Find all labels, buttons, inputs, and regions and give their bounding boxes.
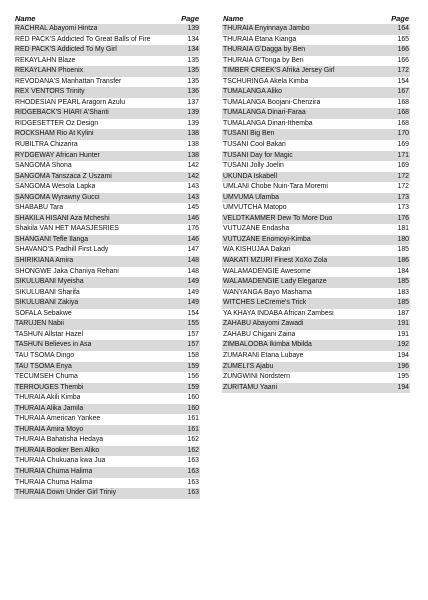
entry-page: 163 xyxy=(187,467,199,475)
index-entry xyxy=(222,193,410,204)
entry-page: 168 xyxy=(397,119,409,127)
index-entry xyxy=(14,203,200,214)
index-entry xyxy=(222,182,410,193)
entry-name: UMLANI Chobe Nuin-Tara Moremi xyxy=(223,183,328,191)
entry-name: SANGOMA Wyrawny Gucci xyxy=(15,193,100,201)
entry-page: 147 xyxy=(187,246,199,254)
entry-page: 172 xyxy=(397,183,409,191)
index-entry xyxy=(14,151,200,162)
index-entry xyxy=(14,277,200,288)
entry-page: 162 xyxy=(187,446,199,454)
index-entry xyxy=(222,35,410,46)
entry-name: THURAIA Enyinnaya Jambo xyxy=(223,25,310,32)
entry-page: 155 xyxy=(187,320,199,328)
index-column-left xyxy=(14,14,200,499)
entry-name: SIKULUBANI Sharifa xyxy=(15,288,80,296)
entry-name: ZURITAMU Yaani xyxy=(223,383,277,391)
index-entry xyxy=(14,446,200,457)
column-header xyxy=(222,14,410,24)
index-entry xyxy=(222,235,410,246)
entry-page: 191 xyxy=(397,330,409,338)
entry-name: REVODANA'S Manhattan Transfer xyxy=(15,77,122,85)
entry-page: 139 xyxy=(187,25,199,32)
entry-name: WA KISHUJAA Dakari xyxy=(223,246,291,254)
entry-page: 169 xyxy=(397,162,409,170)
entry-page: 163 xyxy=(187,478,199,486)
index-entry xyxy=(14,45,200,56)
entry-name: ZUMELI'S Ajabu xyxy=(223,362,274,370)
entry-page: 194 xyxy=(397,383,409,391)
index-entry xyxy=(14,235,200,246)
index-entry xyxy=(222,330,410,341)
entry-page: 185 xyxy=(397,299,409,307)
index-entry xyxy=(222,267,410,278)
entry-page: 135 xyxy=(187,67,199,75)
entry-name: VUTUZANE Enomoyi-Kimba xyxy=(223,235,311,243)
entry-name: TERROUGES Thembi xyxy=(15,383,84,391)
entry-name: SHABABU Tara xyxy=(15,204,64,212)
index-entry xyxy=(14,161,200,172)
entry-page: 149 xyxy=(187,278,199,286)
entry-name: UMVUMA Ulamba xyxy=(223,193,279,201)
entry-name: RYDGEWAY African Hunter xyxy=(15,151,100,159)
entry-page: 168 xyxy=(397,98,409,106)
entry-page: 145 xyxy=(187,204,199,212)
entry-name: THURAIA Chuma Halima xyxy=(15,467,93,475)
entry-page: 169 xyxy=(397,141,409,149)
index-entry xyxy=(14,488,200,499)
entry-name: TAU TSOMA Enya xyxy=(15,362,72,370)
entry-name: SANGOMA Wesola Lapka xyxy=(15,183,96,191)
entry-name: RIDGESETTER Oz Design xyxy=(15,119,99,127)
entry-page: 171 xyxy=(397,151,409,159)
entry-name: THURAIA Alika Jamila xyxy=(15,404,84,412)
header-name: Name xyxy=(15,14,36,23)
entry-name: TUSANI Big Ben xyxy=(223,130,275,138)
entry-page: 135 xyxy=(187,77,199,85)
entry-page: 163 xyxy=(187,489,199,497)
index-entry xyxy=(14,319,200,330)
index-entry xyxy=(14,467,200,478)
index-entry xyxy=(14,393,200,404)
entry-page: 195 xyxy=(397,373,409,381)
index-entry xyxy=(14,108,200,119)
entry-name: TUMALANGA Dinari-Faraa xyxy=(223,109,306,117)
entry-name: TUSANI Jolly Joelin xyxy=(223,162,284,170)
index-entry xyxy=(14,56,200,67)
entry-page: 143 xyxy=(187,183,199,191)
entry-page: 166 xyxy=(397,46,409,54)
entry-name: THURAIA G'Dagga by Ben xyxy=(223,46,306,54)
entry-page: 154 xyxy=(397,77,409,85)
entry-page: 187 xyxy=(397,309,409,317)
entry-name: SOFALA Sebakwe xyxy=(15,309,72,317)
index-entry xyxy=(222,372,410,383)
entry-name: WALAMADENGIE Awesome xyxy=(223,267,311,275)
entry-name: THURAIA Amira Moyo xyxy=(15,425,84,433)
index-entry xyxy=(222,98,410,109)
entry-name: THURAIA Akili Kimba xyxy=(15,394,81,402)
index-entry xyxy=(222,298,410,309)
entry-name: TIMBER CREEK'S Afrika Jersey Girl xyxy=(223,67,335,75)
entry-page: 183 xyxy=(397,288,409,296)
entry-name: THURAIA Down Under Girl Triniy xyxy=(15,489,117,497)
index-entry xyxy=(14,140,200,151)
entry-page: 149 xyxy=(187,299,199,307)
entry-page: 196 xyxy=(397,362,409,370)
entry-name: SANGOMA Shona xyxy=(15,162,72,170)
index-entry xyxy=(14,119,200,130)
entry-page: 143 xyxy=(187,193,199,201)
entry-page: 139 xyxy=(187,109,199,117)
entry-name: REKAYLAHN Phoenix xyxy=(15,67,84,75)
entry-page: 186 xyxy=(397,257,409,265)
entry-page: 138 xyxy=(187,130,199,138)
entry-name: TSCHURINGA Akela Kimba xyxy=(223,77,309,85)
entry-name: ZIMBALOOBA Ikimba Mbilda xyxy=(223,341,312,349)
index-entry xyxy=(14,214,200,225)
index-entry xyxy=(222,77,410,88)
index-entry xyxy=(222,56,410,67)
entry-name: REX VENTORS Trinity xyxy=(15,88,85,96)
entry-name: SHANGANI Tefle Ilanga xyxy=(15,235,89,243)
entry-page: 157 xyxy=(187,341,199,349)
entry-name: TUMALANGA Dinari-Ithemba xyxy=(223,119,313,127)
entry-page: 172 xyxy=(397,67,409,75)
index-entry xyxy=(14,87,200,98)
entry-name: TECUMSEH Chuma xyxy=(15,373,78,381)
header-page: Page xyxy=(181,14,199,23)
entry-page: 149 xyxy=(187,288,199,296)
index-entry xyxy=(14,129,200,140)
entry-name: SHAVANO'S Padhill First Lady xyxy=(15,246,109,254)
index-entry xyxy=(14,330,200,341)
index-entry xyxy=(14,425,200,436)
entry-page: 191 xyxy=(397,320,409,328)
index-entry xyxy=(14,35,200,46)
entry-page: 165 xyxy=(397,35,409,43)
entry-page: 134 xyxy=(187,35,199,43)
entry-page: 142 xyxy=(187,162,199,170)
index-entry xyxy=(14,340,200,351)
entry-page: 136 xyxy=(187,88,199,96)
entry-page: 180 xyxy=(397,235,409,243)
entry-page: 157 xyxy=(187,330,199,338)
index-entry xyxy=(222,288,410,299)
header-page: Page xyxy=(391,14,409,23)
entry-name: VELDTKAMMER Dew To More Duo xyxy=(223,214,333,222)
entry-name: RHODESIAN PEARL Aragorn Azulu xyxy=(15,98,126,106)
entry-page: 168 xyxy=(397,109,409,117)
entry-name: TARUJEN Nabii xyxy=(15,320,64,328)
index-entry xyxy=(222,66,410,77)
index-entry xyxy=(222,119,410,130)
index-entry xyxy=(14,256,200,267)
entry-page: 148 xyxy=(187,257,199,265)
index-entry xyxy=(14,172,200,183)
index-entry xyxy=(14,383,200,394)
entry-page: 161 xyxy=(187,415,199,423)
index-entry xyxy=(222,108,410,119)
entry-name: THURAIA Etana Kianga xyxy=(223,35,297,43)
entry-name: RED PACK'S Addicted To Great Balls of Fire xyxy=(15,35,151,43)
index-entry xyxy=(222,161,410,172)
index-entry xyxy=(222,151,410,162)
entry-page: 159 xyxy=(187,362,199,370)
header-name: Name xyxy=(223,14,244,23)
index-entry xyxy=(14,298,200,309)
entry-name: THURAIA Chuma Halima xyxy=(15,478,93,486)
index-entry xyxy=(222,309,410,320)
index-entry xyxy=(222,87,410,98)
index-entry xyxy=(14,414,200,425)
entry-page: 138 xyxy=(187,141,199,149)
index-entry xyxy=(14,77,200,88)
index-entry xyxy=(222,383,410,394)
entry-page: 146 xyxy=(187,235,199,243)
entry-page: 185 xyxy=(397,278,409,286)
entry-name: THURAIA American Yankee xyxy=(15,415,101,423)
index-entry xyxy=(14,267,200,278)
index-entry xyxy=(222,45,410,56)
entry-name: SHAKILA HISANI Aza Mcheshi xyxy=(15,214,110,222)
entry-page: 162 xyxy=(187,436,199,444)
index-entry xyxy=(14,98,200,109)
index-entry xyxy=(14,372,200,383)
entry-page: 148 xyxy=(187,267,199,275)
entry-page: 163 xyxy=(187,457,199,465)
index-entry xyxy=(14,245,200,256)
column-header xyxy=(14,14,200,24)
index-entry xyxy=(14,309,200,320)
entry-name: TASHUN Allstar Hazel xyxy=(15,330,84,338)
entry-name: RUBILTRA Chizarira xyxy=(15,141,78,149)
entry-name: TUMALANGA Boojani-Chenzira xyxy=(223,98,321,106)
entry-name: SIKULUBANI Myeisha xyxy=(15,278,84,286)
index-entry xyxy=(222,340,410,351)
index-entry xyxy=(14,362,200,373)
entry-name: SIKULUBANI Zakiya xyxy=(15,299,79,307)
index-entry xyxy=(222,129,410,140)
entry-page: 156 xyxy=(187,373,199,381)
entry-name: UKUNDA Iskabell xyxy=(223,172,277,180)
entry-name: TUMALANGA Aliko xyxy=(223,88,282,96)
index-entry xyxy=(14,66,200,77)
entry-page: 146 xyxy=(187,214,199,222)
entry-page: 154 xyxy=(187,309,199,317)
index-rows-right xyxy=(222,24,410,393)
entry-page: 142 xyxy=(187,172,199,180)
index-entry xyxy=(14,288,200,299)
index-entry xyxy=(222,140,410,151)
index-column-right xyxy=(222,14,410,393)
entry-name: WANYANGA Bayo Mashama xyxy=(223,288,312,296)
entry-name: SHONGWE Jaka Chaniya Rehani xyxy=(15,267,119,275)
entry-name: RACHRAL Abayomi Hintza xyxy=(15,25,98,32)
index-entry xyxy=(14,404,200,415)
index-entry xyxy=(222,24,410,35)
entry-name: YA KHAYA INDABA African Zambesi xyxy=(223,309,334,317)
entry-name: WITCHES LeCreme's Trick xyxy=(223,299,307,307)
entry-name: ROCKSHAM Rio At Kylini xyxy=(15,130,94,138)
entry-name: THURAIA Bahatisha Hedaya xyxy=(15,436,104,444)
entry-page: 185 xyxy=(397,246,409,254)
index-entry xyxy=(222,214,410,225)
entry-name: ZUMARANI Etana Lubaye xyxy=(223,351,304,359)
index-rows-left xyxy=(14,24,200,499)
entry-page: 137 xyxy=(187,98,199,106)
entry-page: 184 xyxy=(397,267,409,275)
entry-name: WALAMADENGIE Lady Eleganze xyxy=(223,278,327,286)
entry-page: 139 xyxy=(187,119,199,127)
entry-page: 176 xyxy=(187,225,199,233)
entry-name: RIDGEBACK'S HIARI A'Shanti xyxy=(15,109,109,117)
index-entry xyxy=(14,351,200,362)
entry-page: 160 xyxy=(187,394,199,402)
entry-page: 170 xyxy=(397,130,409,138)
index-entry xyxy=(222,172,410,183)
entry-page: 166 xyxy=(397,56,409,64)
entry-name: RED PACK'S Addicted To My Girl xyxy=(15,46,117,54)
index-entry xyxy=(222,245,410,256)
entry-name: Shakila VAN HET MAASJESRIES xyxy=(15,225,119,233)
entry-name: REKAYLAHN Blaze xyxy=(15,56,76,64)
index-entry xyxy=(14,478,200,489)
entry-page: 160 xyxy=(187,404,199,412)
index-entry xyxy=(14,456,200,467)
entry-page: 134 xyxy=(187,46,199,54)
index-entry xyxy=(14,24,200,35)
entry-page: 159 xyxy=(187,383,199,391)
entry-page: 192 xyxy=(397,341,409,349)
index-entry xyxy=(222,203,410,214)
entry-name: ZUNGWINI Nordstern xyxy=(223,373,290,381)
entry-page: 164 xyxy=(397,25,409,32)
entry-name: THURAIA Booker Ben Aliko xyxy=(15,446,100,454)
index-entry xyxy=(14,182,200,193)
entry-page: 138 xyxy=(187,151,199,159)
entry-page: 161 xyxy=(187,425,199,433)
entry-name: ZAHABU Abayomi Zawadi xyxy=(223,320,304,328)
index-entry xyxy=(14,435,200,446)
entry-name: TUSANI Cool Bakari xyxy=(223,141,286,149)
entry-name: VUTUZANE Endasha xyxy=(223,225,290,233)
entry-page: 173 xyxy=(397,204,409,212)
entry-page: 194 xyxy=(397,351,409,359)
entry-page: 167 xyxy=(397,88,409,96)
entry-page: 173 xyxy=(397,193,409,201)
entry-name: SHIRIKIANA Amira xyxy=(15,257,74,265)
entry-page: 181 xyxy=(397,225,409,233)
entry-name: WAKATI MZURI Finest XoXo Zola xyxy=(223,257,328,265)
index-entry xyxy=(14,193,200,204)
entry-page: 176 xyxy=(397,214,409,222)
entry-page: 135 xyxy=(187,56,199,64)
entry-name: TASHUN Believes in Asa xyxy=(15,341,92,349)
index-entry xyxy=(222,224,410,235)
entry-name: ZAHABU Chigani Zaina xyxy=(223,330,296,338)
index-entry xyxy=(222,351,410,362)
index-entry xyxy=(222,277,410,288)
index-entry xyxy=(222,362,410,373)
entry-name: SANGOMA Tanszaca Z Uszami xyxy=(15,172,112,180)
entry-name: THURAIA Chukuana kwa Jua xyxy=(15,457,106,465)
entry-name: TUSANI Day for Magic xyxy=(223,151,293,159)
entry-page: 158 xyxy=(187,351,199,359)
index-entry xyxy=(222,319,410,330)
entry-name: THURAIA G'Tonga by Ben xyxy=(223,56,304,64)
index-entry xyxy=(222,256,410,267)
entry-page: 172 xyxy=(397,172,409,180)
entry-name: TAU TSOMA Dingo xyxy=(15,351,75,359)
entry-name: UMVUTCHA Matopo xyxy=(223,204,287,212)
index-entry xyxy=(14,224,200,235)
